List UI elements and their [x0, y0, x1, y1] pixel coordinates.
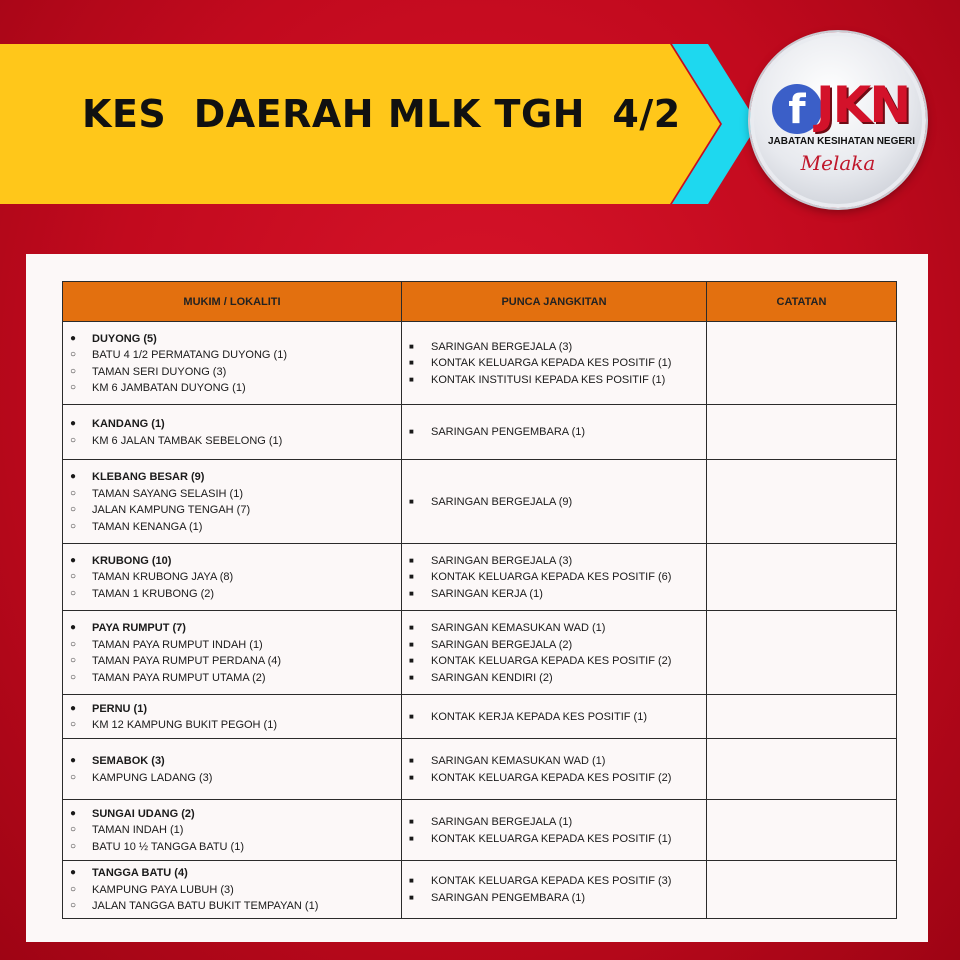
- locality-name: TAMAN SAYANG SELASIH (1): [92, 487, 243, 500]
- square-bullet-icon: ■: [409, 672, 414, 682]
- catatan-cell: [707, 861, 897, 919]
- source-text: SARINGAN PENGEMBARA (1): [431, 426, 586, 439]
- square-bullet-icon: ■: [409, 623, 414, 632]
- source-cell: [402, 800, 707, 861]
- source-text: KONTAK KELUARGA KEPADA KES POSITIF (1): [431, 357, 672, 370]
- mukim-entry: [68, 865, 397, 882]
- mukim-entry: [68, 469, 397, 486]
- source-text: KONTAK KELUARGA KEPADA KES POSITIF (2): [431, 771, 672, 784]
- square-bullet-icon: ■: [409, 772, 414, 782]
- circle-bullet-icon: ○: [70, 638, 77, 650]
- locality-name: TAMAN 1 KRUBONG (2): [92, 587, 215, 600]
- logo-abbr: JKN: [816, 76, 910, 134]
- table-body: [63, 322, 897, 919]
- mukim-cell: [63, 800, 402, 861]
- square-bullet-icon: ■: [409, 756, 414, 765]
- circle-bullet-icon: ○: [70, 365, 77, 377]
- source-item: [407, 637, 702, 654]
- locality-item: [68, 670, 397, 687]
- catatan-cell: [707, 611, 897, 695]
- bullet-icon: ●: [70, 332, 77, 344]
- table-header-row: [63, 282, 897, 322]
- source-item: [407, 553, 702, 570]
- column-header-punca: PUNCA JANGKITAN: [402, 282, 707, 322]
- source-text: SARINGAN KEMASUKAN WAD (1): [431, 755, 606, 767]
- bullet-icon: ●: [70, 554, 77, 566]
- source-cell: [402, 460, 707, 544]
- column-header-mukim: MUKIM / LOKALITI: [63, 282, 402, 322]
- source-text: SARINGAN BERGEJALA (9): [431, 495, 573, 508]
- square-bullet-icon: ■: [409, 892, 414, 902]
- circle-bullet-icon: ○: [70, 487, 77, 499]
- table-row: [63, 405, 897, 460]
- source-item: [407, 814, 702, 831]
- locality-item: [68, 569, 397, 586]
- square-bullet-icon: ■: [409, 639, 414, 649]
- source-item: [407, 424, 702, 441]
- mukim-entry: [68, 620, 397, 637]
- table-row: [63, 861, 897, 919]
- source-cell: [402, 861, 707, 919]
- square-bullet-icon: ■: [409, 555, 414, 565]
- source-text: SARINGAN KEMASUKAN WAD (1): [431, 622, 606, 634]
- locality-item: [68, 347, 397, 364]
- mukim-cell: [63, 695, 402, 739]
- locality-name: KM 6 JAMBATAN DUYONG (1): [92, 382, 246, 394]
- circle-bullet-icon: ○: [70, 382, 77, 393]
- mukim-name: KANDANG (1): [92, 418, 165, 430]
- mukim-name: SEMABOK (3): [92, 755, 165, 767]
- bullet-icon: ●: [70, 622, 77, 633]
- square-bullet-icon: ■: [409, 427, 414, 437]
- mukim-name: SUNGAI UDANG (2): [92, 807, 195, 820]
- source-item: [407, 494, 702, 511]
- catatan-cell: [707, 405, 897, 460]
- source-cell: [402, 405, 707, 460]
- locality-name: TAMAN INDAH (1): [92, 824, 184, 837]
- source-item: [407, 831, 702, 848]
- bullet-icon: ●: [70, 867, 77, 878]
- mukim-name: PAYA RUMPUT (7): [92, 622, 186, 634]
- square-bullet-icon: ■: [409, 374, 414, 384]
- locality-name: TAMAN SERI DUYONG (3): [92, 365, 227, 378]
- catatan-cell: [707, 544, 897, 611]
- mukim-entry: [68, 553, 397, 570]
- locality-name: TAMAN PAYA RUMPUT PERDANA (4): [92, 655, 282, 667]
- source-item: [407, 770, 702, 787]
- catatan-cell: [707, 460, 897, 544]
- square-bullet-icon: ■: [409, 711, 414, 721]
- source-cell: [402, 739, 707, 800]
- locality-item: [68, 770, 397, 787]
- locality-name: TAMAN PAYA RUMPUT UTAMA (2): [92, 671, 266, 684]
- circle-bullet-icon: ○: [70, 349, 77, 360]
- case-sheet: [26, 254, 928, 942]
- column-header-catatan: CATATAN: [707, 282, 897, 322]
- source-text: SARINGAN BERGEJALA (2): [431, 638, 573, 651]
- source-text: KONTAK KELUARGA KEPADA KES POSITIF (3): [431, 875, 672, 888]
- source-cell: [402, 544, 707, 611]
- mukim-cell: [63, 460, 402, 544]
- circle-bullet-icon: ○: [70, 671, 77, 683]
- source-item: [407, 753, 702, 770]
- source-text: SARINGAN KENDIRI (2): [431, 671, 553, 684]
- square-bullet-icon: ■: [409, 341, 414, 351]
- source-text: SARINGAN BERGEJALA (3): [431, 554, 573, 567]
- source-item: [407, 339, 702, 356]
- catatan-cell: [707, 695, 897, 739]
- square-bullet-icon: ■: [409, 588, 414, 598]
- square-bullet-icon: ■: [409, 833, 414, 843]
- table-row: [63, 611, 897, 695]
- catatan-cell: [707, 800, 897, 861]
- circle-bullet-icon: ○: [70, 771, 77, 783]
- locality-name: KM 6 JALAN TAMBAK SEBELONG (1): [92, 434, 283, 447]
- square-bullet-icon: ■: [409, 496, 414, 506]
- logo-state: Melaka: [800, 151, 876, 175]
- locality-name: JALAN KAMPUNG TENGAH (7): [92, 504, 251, 516]
- source-item: [407, 653, 702, 670]
- table-row: [63, 800, 897, 861]
- mukim-cell: [63, 739, 402, 800]
- locality-name: KAMPUNG LADANG (3): [92, 771, 213, 784]
- source-cell: [402, 695, 707, 739]
- locality-item: [68, 380, 397, 397]
- logo-full-name: JABATAN KESIHATAN NEGERI: [768, 136, 916, 147]
- circle-bullet-icon: ○: [70, 883, 77, 895]
- mukim-entry: [68, 806, 397, 823]
- mukim-entry: [68, 416, 397, 433]
- case-table: [62, 281, 897, 919]
- source-text: KONTAK KELUARGA KEPADA KES POSITIF (2): [431, 655, 672, 667]
- square-bullet-icon: ■: [409, 876, 414, 886]
- circle-bullet-icon: ○: [70, 587, 77, 599]
- locality-item: [68, 502, 397, 519]
- table-row: [63, 739, 897, 800]
- source-cell: [402, 322, 707, 405]
- source-text: KONTAK INSTITUSI KEPADA KES POSITIF (1): [431, 373, 666, 386]
- catatan-cell: [707, 739, 897, 800]
- locality-name: TAMAN KENANGA (1): [92, 520, 203, 533]
- bullet-icon: ●: [70, 755, 77, 766]
- circle-bullet-icon: ○: [70, 504, 77, 515]
- mukim-name: DUYONG (5): [92, 332, 157, 345]
- circle-bullet-icon: ○: [70, 655, 77, 666]
- source-item: [407, 890, 702, 907]
- circle-bullet-icon: ○: [70, 719, 77, 730]
- mukim-name: KRUBONG (10): [92, 554, 172, 567]
- catatan-cell: [707, 322, 897, 405]
- locality-name: BATU 10 ½ TANGGA BATU (1): [92, 840, 245, 853]
- locality-item: [68, 364, 397, 381]
- table-row: [63, 322, 897, 405]
- source-item: [407, 355, 702, 372]
- source-cell: [402, 611, 707, 695]
- source-text: KONTAK KELUARGA KEPADA KES POSITIF (1): [431, 832, 672, 845]
- table-row: [63, 544, 897, 611]
- source-item: [407, 670, 702, 687]
- locality-name: BATU 4 1/2 PERMATANG DUYONG (1): [92, 349, 287, 361]
- locality-item: [68, 898, 397, 915]
- locality-item: [68, 717, 397, 734]
- locality-item: [68, 586, 397, 603]
- bullet-icon: ●: [70, 807, 77, 819]
- locality-name: TAMAN PAYA RUMPUT INDAH (1): [92, 638, 263, 651]
- bullet-icon: ●: [70, 418, 77, 429]
- locality-item: [68, 433, 397, 450]
- source-item: [407, 569, 702, 586]
- locality-name: TAMAN KRUBONG JAYA (8): [92, 571, 234, 584]
- source-text: SARINGAN BERGEJALA (1): [431, 816, 573, 828]
- bullet-icon: ●: [70, 702, 77, 714]
- mukim-cell: [63, 861, 402, 919]
- locality-item: [68, 653, 397, 670]
- mukim-name: PERNU (1): [92, 702, 148, 715]
- square-bullet-icon: ■: [409, 817, 414, 826]
- mukim-entry: [68, 753, 397, 770]
- mukim-cell: [63, 544, 402, 611]
- circle-bullet-icon: ○: [70, 824, 77, 836]
- source-text: SARINGAN KERJA (1): [431, 587, 543, 600]
- page-title: KES DAERAH MLK TGH 4/2: [82, 92, 681, 136]
- circle-bullet-icon: ○: [70, 840, 77, 852]
- jkn-logo: [750, 32, 926, 208]
- table-row: [63, 695, 897, 739]
- mukim-cell: [63, 405, 402, 460]
- facebook-icon: f: [772, 84, 822, 134]
- circle-bullet-icon: ○: [70, 520, 77, 532]
- circle-bullet-icon: ○: [70, 434, 77, 446]
- square-bullet-icon: ■: [409, 656, 414, 665]
- circle-bullet-icon: ○: [70, 900, 77, 911]
- source-text: SARINGAN PENGEMBARA (1): [431, 891, 586, 904]
- mukim-entry: [68, 701, 397, 718]
- square-bullet-icon: ■: [409, 572, 414, 582]
- locality-item: [68, 637, 397, 654]
- source-text: KONTAK KELUARGA KEPADA KES POSITIF (6): [431, 571, 672, 584]
- locality-item: [68, 519, 397, 536]
- source-item: [407, 620, 702, 637]
- mukim-cell: [63, 611, 402, 695]
- locality-item: [68, 822, 397, 839]
- source-text: KONTAK KERJA KEPADA KES POSITIF (1): [431, 710, 647, 723]
- circle-bullet-icon: ○: [70, 571, 77, 583]
- locality-name: JALAN TANGGA BATU BUKIT TEMPAYAN (1): [92, 900, 319, 912]
- mukim-cell: [63, 322, 402, 405]
- source-item: [407, 709, 702, 726]
- bullet-icon: ●: [70, 471, 77, 482]
- source-text: SARINGAN BERGEJALA (3): [431, 340, 573, 353]
- locality-name: KAMPUNG PAYA LUBUH (3): [92, 883, 234, 896]
- locality-item: [68, 486, 397, 503]
- source-item: [407, 372, 702, 389]
- table-row: [63, 460, 897, 544]
- mukim-name: KLEBANG BESAR (9): [92, 471, 205, 483]
- mukim-name: TANGGA BATU (4): [92, 867, 188, 879]
- source-item: [407, 873, 702, 890]
- locality-name: KM 12 KAMPUNG BUKIT PEGOH (1): [92, 719, 278, 731]
- square-bullet-icon: ■: [409, 358, 414, 368]
- source-item: [407, 586, 702, 603]
- locality-item: [68, 839, 397, 856]
- mukim-entry: [68, 331, 397, 348]
- locality-item: [68, 882, 397, 899]
